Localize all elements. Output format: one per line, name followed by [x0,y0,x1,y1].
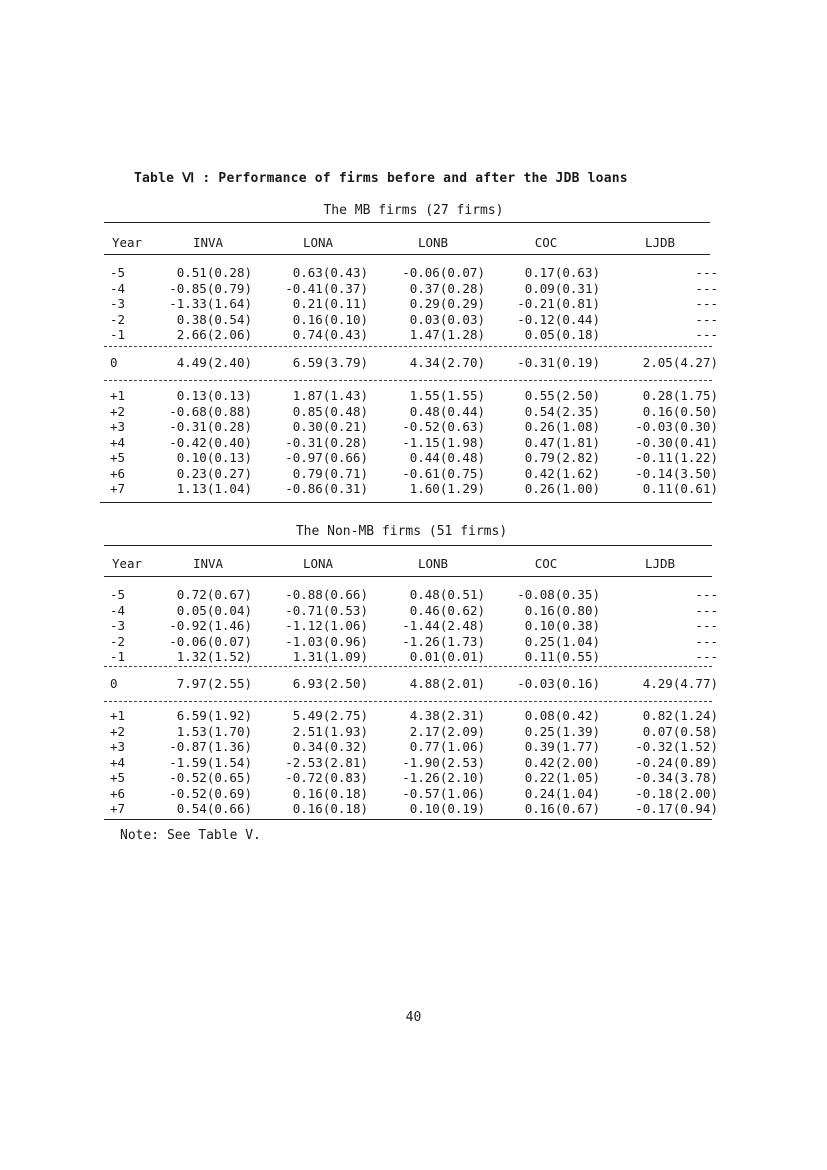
table-cell: 1.55(1.55) [409,388,485,403]
table-cell: 6.59(1.92) [176,708,252,723]
table-cell: -0.03(0.16) [517,676,600,691]
year-cell: +3 [110,419,126,434]
column-header: LONB [417,235,449,250]
table-cell: -0.42(0.40) [169,434,252,450]
table-cell: 0.42(2.00) [524,754,600,770]
table-cell: 7.97(2.55) [176,676,252,691]
table-cell: -0.88(0.66) [285,587,368,602]
column-header: LONB [417,556,449,571]
table-cell: 0.48(0.44) [409,403,485,419]
year-cell: -5 [110,265,126,280]
table-cell: -0.06(0.07) [402,265,485,280]
year-cell: +6 [110,785,126,801]
table-cell: 0.22(1.05) [524,770,600,785]
table-cell: -1.44(2.48) [402,618,485,633]
dashed-separator [104,666,712,667]
table-cell: 0.23(0.27) [176,465,252,481]
table-cell: 0.79(0.71) [292,465,368,481]
table-cell: 4.88(2.01) [409,676,485,691]
year-cell: -4 [110,602,126,618]
table-cell: 0.74(0.43) [292,327,368,342]
year-cell: +3 [110,739,126,754]
year-cell: +2 [110,403,126,419]
table-cell: -0.41(0.37) [285,280,368,296]
table-cell: -1.90(2.53) [402,754,485,770]
table-cell: 0.47(1.81) [524,434,600,450]
column-header: Year [111,556,143,571]
table-cell: 0.17(0.63) [524,265,600,280]
table-cell: 0.46(0.62) [409,602,485,618]
table-cell: -0.57(1.06) [402,785,485,801]
table-cell: -0.11(1.22) [635,450,718,465]
table-cell: 0.51(0.28) [176,265,252,280]
table-cell: -0.18(2.00) [635,785,718,801]
table-cell: 0.13(0.13) [176,388,252,403]
table-cell: 0.25(1.04) [524,633,600,649]
dashed-separator [104,701,712,702]
table-cell: --- [695,618,718,633]
table-note: Note: See Table V. [120,828,261,843]
table-cell: -0.34(3.78) [635,770,718,785]
table-cell: 0.08(0.42) [524,708,600,723]
year-cell: 0 [110,355,118,370]
table-cell: 1.13(1.04) [176,481,252,496]
table-cell: 0.16(0.10) [292,311,368,327]
table-cell: -0.03(0.30) [635,419,718,434]
year-cell: -4 [110,280,126,296]
table-cell: 0.09(0.31) [524,280,600,296]
year-cell: -1 [110,327,126,342]
table-cell: -2.53(2.81) [285,754,368,770]
table-cell: -0.12(0.44) [517,311,600,327]
column-header: LONA [302,556,334,571]
table-cell: 0.63(0.43) [292,265,368,280]
column-header: COC [534,235,558,250]
page-number: 40 [405,1010,422,1025]
table-cell: --- [695,311,718,327]
table-cell: 0.54(2.35) [524,403,600,419]
table-cell: --- [695,296,718,311]
table-cell: -1.03(0.96) [285,633,368,649]
table-bottom-rule [104,819,712,820]
table-cell: --- [695,327,718,342]
table-cell: 0.03(0.03) [409,311,485,327]
table-cell: 0.16(0.80) [524,602,600,618]
table-cell: -0.85(0.79) [169,280,252,296]
column-header: LONA [302,235,334,250]
table-cell: -0.97(0.66) [285,450,368,465]
table-cell: 0.10(0.38) [524,618,600,633]
table-cell: 0.29(0.29) [409,296,485,311]
panel-title: The MB firms (27 firms) [323,203,504,218]
table-cell: 0.05(0.18) [524,327,600,342]
table-cell: -0.06(0.07) [169,633,252,649]
year-cell: -2 [110,311,126,327]
table-cell: -0.52(0.65) [169,770,252,785]
table-cell: 0.54(0.66) [176,801,252,816]
table-cell: --- [695,587,718,602]
header-rule [104,254,710,255]
year-cell: -1 [110,649,126,664]
year-cell: +4 [110,434,126,450]
table-cell: 2.05(4.27) [642,355,718,370]
table-cell: 4.29(4.77) [642,676,718,691]
table-cell: -0.31(0.28) [285,434,368,450]
table-cell: 0.05(0.04) [176,602,252,618]
year-cell: 0 [110,676,118,691]
table-cell: 6.59(3.79) [292,355,368,370]
table-cell: 0.11(0.61) [642,481,718,496]
table-cell: 0.25(1.39) [524,723,600,739]
year-cell: -3 [110,618,126,633]
table-bottom-rule [100,502,712,503]
table-cell: 0.16(0.18) [292,785,368,801]
table-cell: 2.17(2.09) [409,723,485,739]
table-cell: -0.52(0.69) [169,785,252,801]
table-top-rule [104,545,712,546]
year-cell: -3 [110,296,126,311]
table-cell: 0.26(1.00) [524,481,600,496]
table-cell: -0.68(0.88) [169,403,252,419]
table-cell: 0.44(0.48) [409,450,485,465]
year-cell: +5 [110,450,126,465]
table-cell: -0.14(3.50) [635,465,718,481]
table-cell: --- [695,265,718,280]
table-cell: -1.26(1.73) [402,633,485,649]
table-cell: 0.38(0.54) [176,311,252,327]
table-cell: -0.21(0.81) [517,296,600,311]
table-cell: 6.93(2.50) [292,676,368,691]
table-cell: -0.32(1.52) [635,739,718,754]
table-cell: 0.07(0.58) [642,723,718,739]
table-cell: -0.30(0.41) [635,434,718,450]
table-cell: -1.33(1.64) [169,296,252,311]
dashed-separator [104,380,712,381]
table-cell: -0.31(0.19) [517,355,600,370]
column-header: Year [111,235,143,250]
column-header: INVA [192,235,224,250]
year-cell: +4 [110,754,126,770]
year-cell: +6 [110,465,126,481]
table-cell: -1.15(1.98) [402,434,485,450]
table-cell: 0.16(0.50) [642,403,718,419]
table-cell: 0.28(1.75) [642,388,718,403]
table-cell: 0.26(1.08) [524,419,600,434]
table-cell: --- [695,602,718,618]
table-cell: -0.87(1.36) [169,739,252,754]
table-cell: 0.37(0.28) [409,280,485,296]
table-cell: 1.31(1.09) [292,649,368,664]
table-cell: 4.49(2.40) [176,355,252,370]
year-cell: +7 [110,801,126,816]
table-cell: -0.72(0.83) [285,770,368,785]
year-cell: +1 [110,708,126,723]
dashed-separator [104,346,712,347]
column-header: LJDB [644,235,676,250]
table-cell: 0.30(0.21) [292,419,368,434]
table-cell: -0.92(1.46) [169,618,252,633]
table-cell: 0.79(2.82) [524,450,600,465]
table-cell: -1.12(1.06) [285,618,368,633]
table-cell: 1.53(1.70) [176,723,252,739]
table-cell: -0.71(0.53) [285,602,368,618]
table-cell: 0.10(0.13) [176,450,252,465]
table-cell: 0.77(1.06) [409,739,485,754]
column-header: LJDB [644,556,676,571]
table-cell: -0.24(0.89) [635,754,718,770]
table-cell: 2.66(2.06) [176,327,252,342]
table-cell: -0.31(0.28) [169,419,252,434]
column-header: COC [534,556,558,571]
table-cell: 2.51(1.93) [292,723,368,739]
table-cell: 0.16(0.18) [292,801,368,816]
year-cell: -2 [110,633,126,649]
table-cell: --- [695,633,718,649]
table-cell: 0.48(0.51) [409,587,485,602]
table-cell: 0.72(0.67) [176,587,252,602]
table-cell: -0.61(0.75) [402,465,485,481]
table-cell: -1.26(2.10) [402,770,485,785]
table-cell: 4.38(2.31) [409,708,485,723]
table-cell: 0.55(2.50) [524,388,600,403]
table-cell: -1.59(1.54) [169,754,252,770]
table-cell: 1.60(1.29) [409,481,485,496]
table-cell: 0.11(0.55) [524,649,600,664]
year-cell: +1 [110,388,126,403]
table-cell: 1.47(1.28) [409,327,485,342]
table-cell: 0.01(0.01) [409,649,485,664]
table-cell: 5.49(2.75) [292,708,368,723]
table-cell: 0.85(0.48) [292,403,368,419]
table-cell: 0.10(0.19) [409,801,485,816]
table-cell: 1.87(1.43) [292,388,368,403]
table-cell: 0.39(1.77) [524,739,600,754]
table-cell: --- [695,280,718,296]
table-cell: -0.08(0.35) [517,587,600,602]
table-cell: -0.86(0.31) [285,481,368,496]
table-caption: Table Ⅵ : Performance of firms before and after the JDB loans [134,171,628,186]
table-cell: 0.34(0.32) [292,739,368,754]
year-cell: +5 [110,770,126,785]
year-cell: +7 [110,481,126,496]
table-cell: -0.52(0.63) [402,419,485,434]
table-cell: 0.82(1.24) [642,708,718,723]
table-cell: 4.34(2.70) [409,355,485,370]
table-cell: --- [695,649,718,664]
table-cell: 0.21(0.11) [292,296,368,311]
column-header: INVA [192,556,224,571]
header-rule [104,576,712,577]
year-cell: -5 [110,587,126,602]
year-cell: +2 [110,723,126,739]
table-cell: 1.32(1.52) [176,649,252,664]
table-cell: -0.17(0.94) [635,801,718,816]
table-cell: 0.16(0.67) [524,801,600,816]
table-cell: 0.42(1.62) [524,465,600,481]
table-cell: 0.24(1.04) [524,785,600,801]
table-top-rule [104,222,710,223]
panel-title: The Non-MB firms (51 firms) [295,524,508,539]
